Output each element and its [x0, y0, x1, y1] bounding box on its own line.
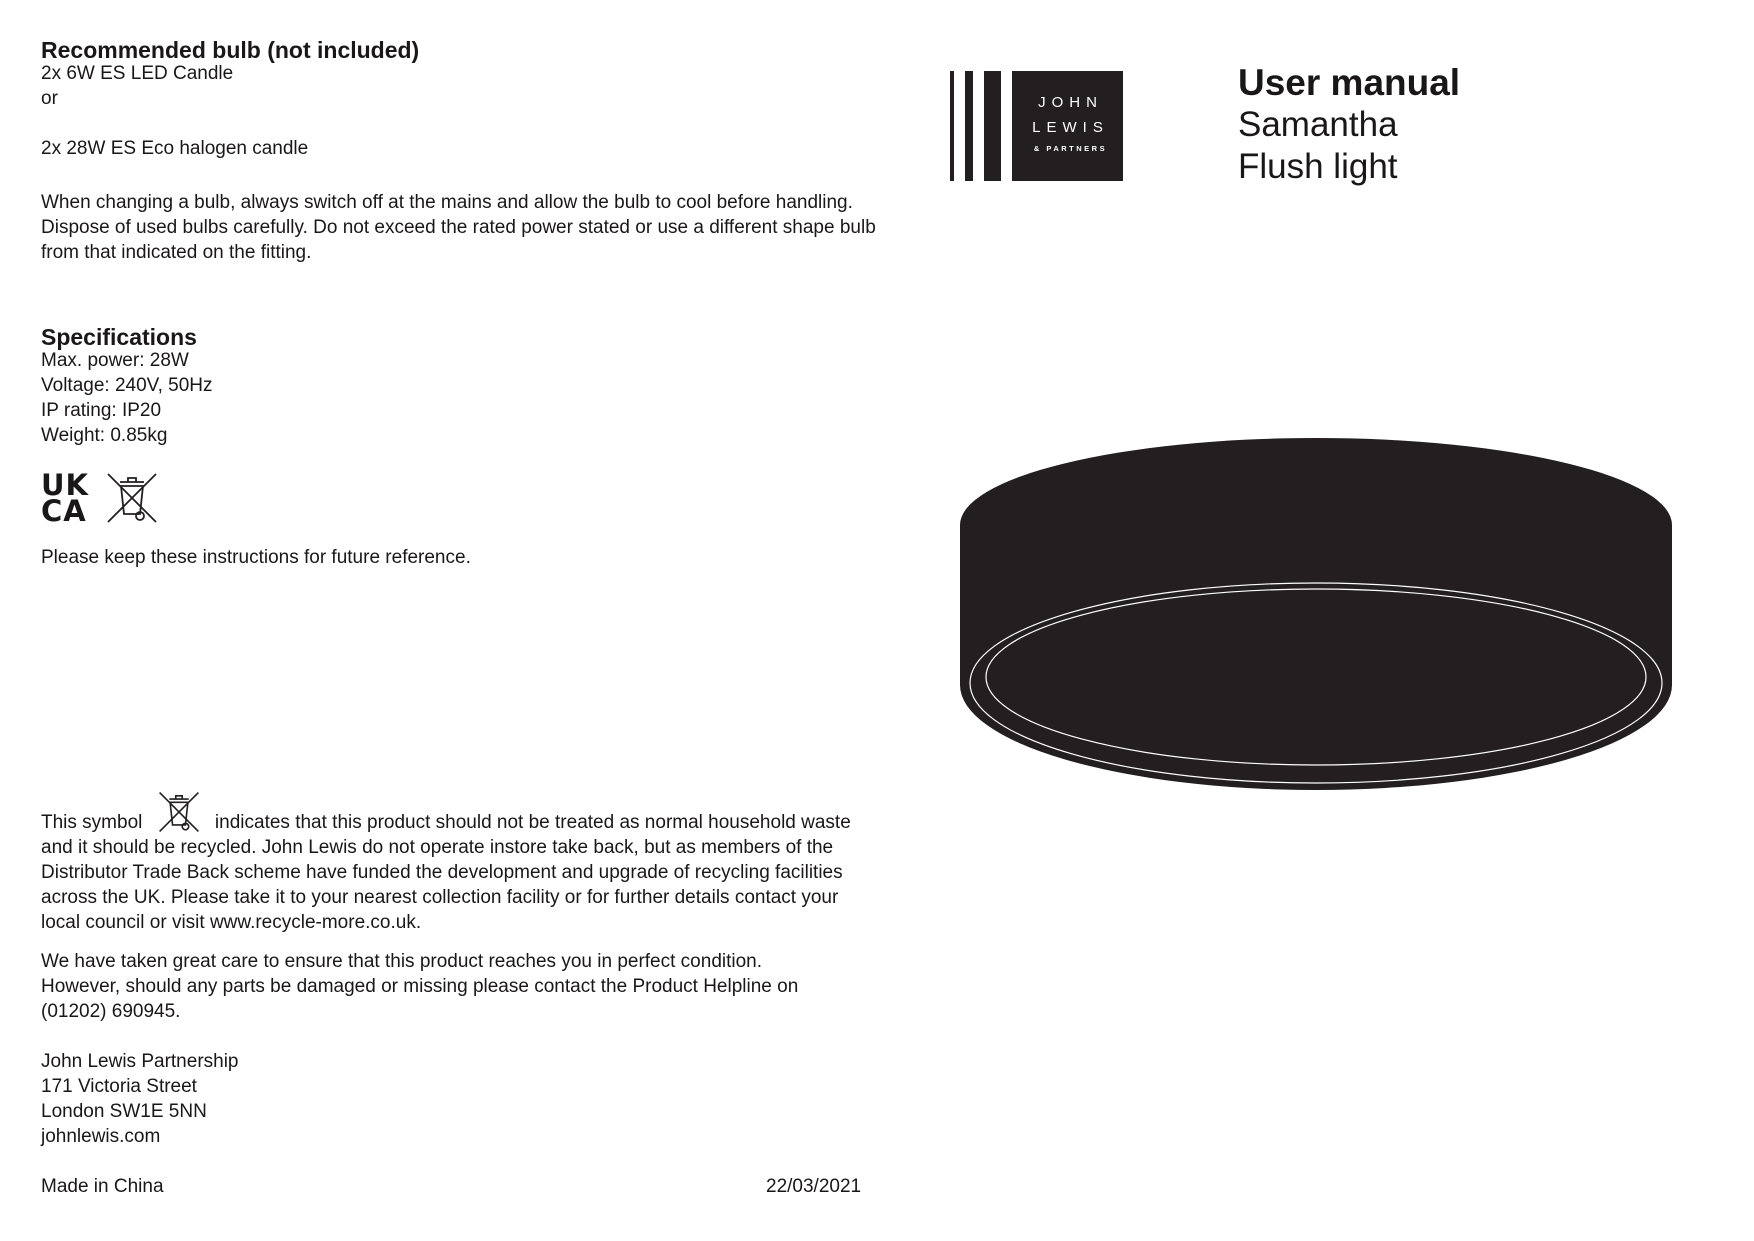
bulb-line: 2x 6W ES LED Candle — [41, 63, 234, 84]
issue-date: 22/03/2021 — [766, 1176, 862, 1197]
john-lewis-logo — [950, 71, 1125, 181]
recycling-line: across the UK. Please take it to your nearest collection facility or for further details contact your — [41, 887, 839, 908]
care-line: We have taken great care to ensure that this product reaches you in perfect condition. — [41, 951, 763, 972]
manual-title: User manual — [1238, 62, 1461, 103]
care-helpline: (01202) 690945. — [41, 1001, 181, 1022]
specifications-section — [41, 323, 213, 448]
product-name: Samantha — [1238, 105, 1398, 144]
warning-line: from that indicated on the fitting. — [41, 242, 312, 263]
bulb-line — [41, 111, 419, 136]
recycling-line: and it should be recycled. John Lewis do not operate instore take back, but as members of the — [41, 837, 834, 858]
bulb-warning — [41, 190, 876, 265]
logo-stripe — [950, 71, 954, 181]
recycling-paragraph: This symbol indicates that this product should not be treated as normal household waste and it should be recycled. John Lewis do not operate instore take back, but as members of the Distributor Trade Back scheme have funded the development and upgrade of recycling facilities across the UK. Please take it to your nearest collection facility or for further details contact your local council or visit www.recycle-more.co.uk. — [41, 793, 851, 935]
manual-title-block — [1238, 62, 1460, 188]
logo-stripe — [965, 71, 973, 181]
spec-ip-rating: IP rating: IP20 — [41, 400, 162, 421]
spec-voltage: Voltage: 240V, 50Hz — [41, 375, 213, 396]
crossed-out-wheelie-bin-icon — [158, 791, 200, 833]
specifications-heading: Specifications — [41, 324, 197, 350]
address-street: 171 Victoria Street — [41, 1076, 197, 1097]
bulb-section — [41, 36, 419, 161]
keep-instructions-note: Please keep these instructions for future reference. — [41, 547, 471, 568]
recycling-line: local council or visit www.recycle-more.co.uk. — [41, 912, 422, 933]
flush-light-illustration — [958, 435, 1674, 800]
care-paragraph — [41, 949, 798, 1024]
address-city: London SW1E 5NN — [41, 1101, 207, 1122]
company-address — [41, 1049, 239, 1149]
address-company: John Lewis Partnership — [41, 1051, 239, 1072]
product-type: Flush light — [1238, 147, 1398, 186]
logo-stripe — [984, 71, 1001, 181]
recycling-line: Distributor Trade Back scheme have funded the development and upgrade of recycling facilities — [41, 862, 843, 883]
care-line: However, should any parts be damaged or missing please contact the Product Helpline on — [41, 976, 799, 997]
bulb-heading: Recommended bulb (not included) — [41, 37, 420, 63]
address-website: johnlewis.com — [41, 1126, 161, 1147]
ukca-mark: UK CA — [41, 468, 90, 528]
warning-line: When changing a bulb, always switch off at the mains and allow the bulb to cool before handling. — [41, 192, 853, 213]
spec-weight: Weight: 0.85kg — [41, 425, 168, 446]
bulb-line: or — [41, 88, 58, 109]
warning-line: Dispose of used bulbs carefully. Do not exceed the rated power stated or use a different shape bulb — [41, 217, 876, 238]
crossed-out-wheelie-bin-icon — [106, 472, 158, 529]
bulb-line: 2x 28W ES Eco halogen candle — [41, 138, 309, 159]
spec-max-power: Max. power: 28W — [41, 350, 189, 371]
logo-wordmark-box: JOHN LEWIS & PARTNERS — [1012, 71, 1123, 181]
made-in-label: Made in China — [41, 1176, 164, 1197]
